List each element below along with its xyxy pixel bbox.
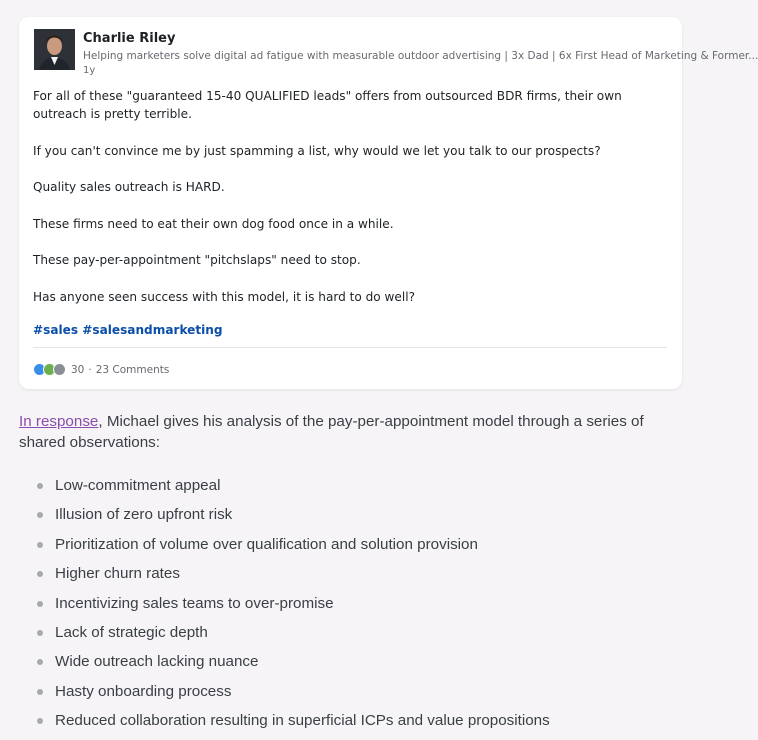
author-avatar[interactable] xyxy=(34,29,75,70)
list-item: Hasty onboarding process xyxy=(37,681,550,710)
author-headline: Helping marketers solve digital ad fatigue with measurable outdoor advertising | 3x Dad | 6x First Head of Marketing & Former... xyxy=(83,50,758,62)
list-item: Wide outreach lacking nuance xyxy=(37,651,550,680)
post-paragraph: Has anyone seen success with this model, it is hard to do well? xyxy=(33,289,416,304)
list-item: Prioritization of volume over qualification and solution provision xyxy=(37,534,550,563)
intro-text: , Michael gives his analysis of the pay-per-appointment model through a series of shared observations: xyxy=(19,413,644,451)
post-paragraph: These firms need to eat their own dog food once in a while. xyxy=(33,216,394,231)
comment-count[interactable]: 23 Comments xyxy=(95,363,170,376)
list-item: Lack of strategic depth xyxy=(37,622,550,651)
post-divider xyxy=(33,347,667,348)
linkedin-post-embed xyxy=(19,17,758,389)
in-response-link[interactable]: In response xyxy=(19,413,99,430)
reaction-separator: · xyxy=(88,363,92,376)
post-paragraph: For all of these "guaranteed 15-40 QUALIFIED leads" offers from outsourced BDR firms, their own outreach is pretty terrible. xyxy=(33,89,622,121)
list-item: Higher churn rates xyxy=(37,563,550,592)
author-name[interactable]: Charlie Riley xyxy=(83,31,176,46)
observations-list xyxy=(37,475,550,740)
list-item: Reduced collaboration resulting in superficial ICPs and value propositions xyxy=(37,710,550,739)
post-paragraph: These pay-per-appointment "pitchslaps" need to stop. xyxy=(33,253,361,267)
post-paragraph: If you can't convince me by just spamming a list, why would we let you talk to our prospects? xyxy=(33,143,601,158)
list-item: Incentivizing sales teams to over-promise xyxy=(37,593,550,622)
post-paragraph: Quality sales outreach is HARD. xyxy=(33,180,225,194)
post-body xyxy=(33,87,673,324)
reaction-count[interactable]: 30 xyxy=(71,363,85,376)
post-hashtags[interactable]: #sales #salesandmarketing xyxy=(33,323,223,337)
reactions-bar[interactable] xyxy=(33,363,169,376)
list-item: Illusion of zero upfront risk xyxy=(37,504,550,533)
list-item: Low-commitment appeal xyxy=(37,475,550,504)
insightful-reaction-icon xyxy=(53,363,66,376)
article-intro xyxy=(19,411,679,453)
post-timestamp: 1y xyxy=(83,65,96,76)
